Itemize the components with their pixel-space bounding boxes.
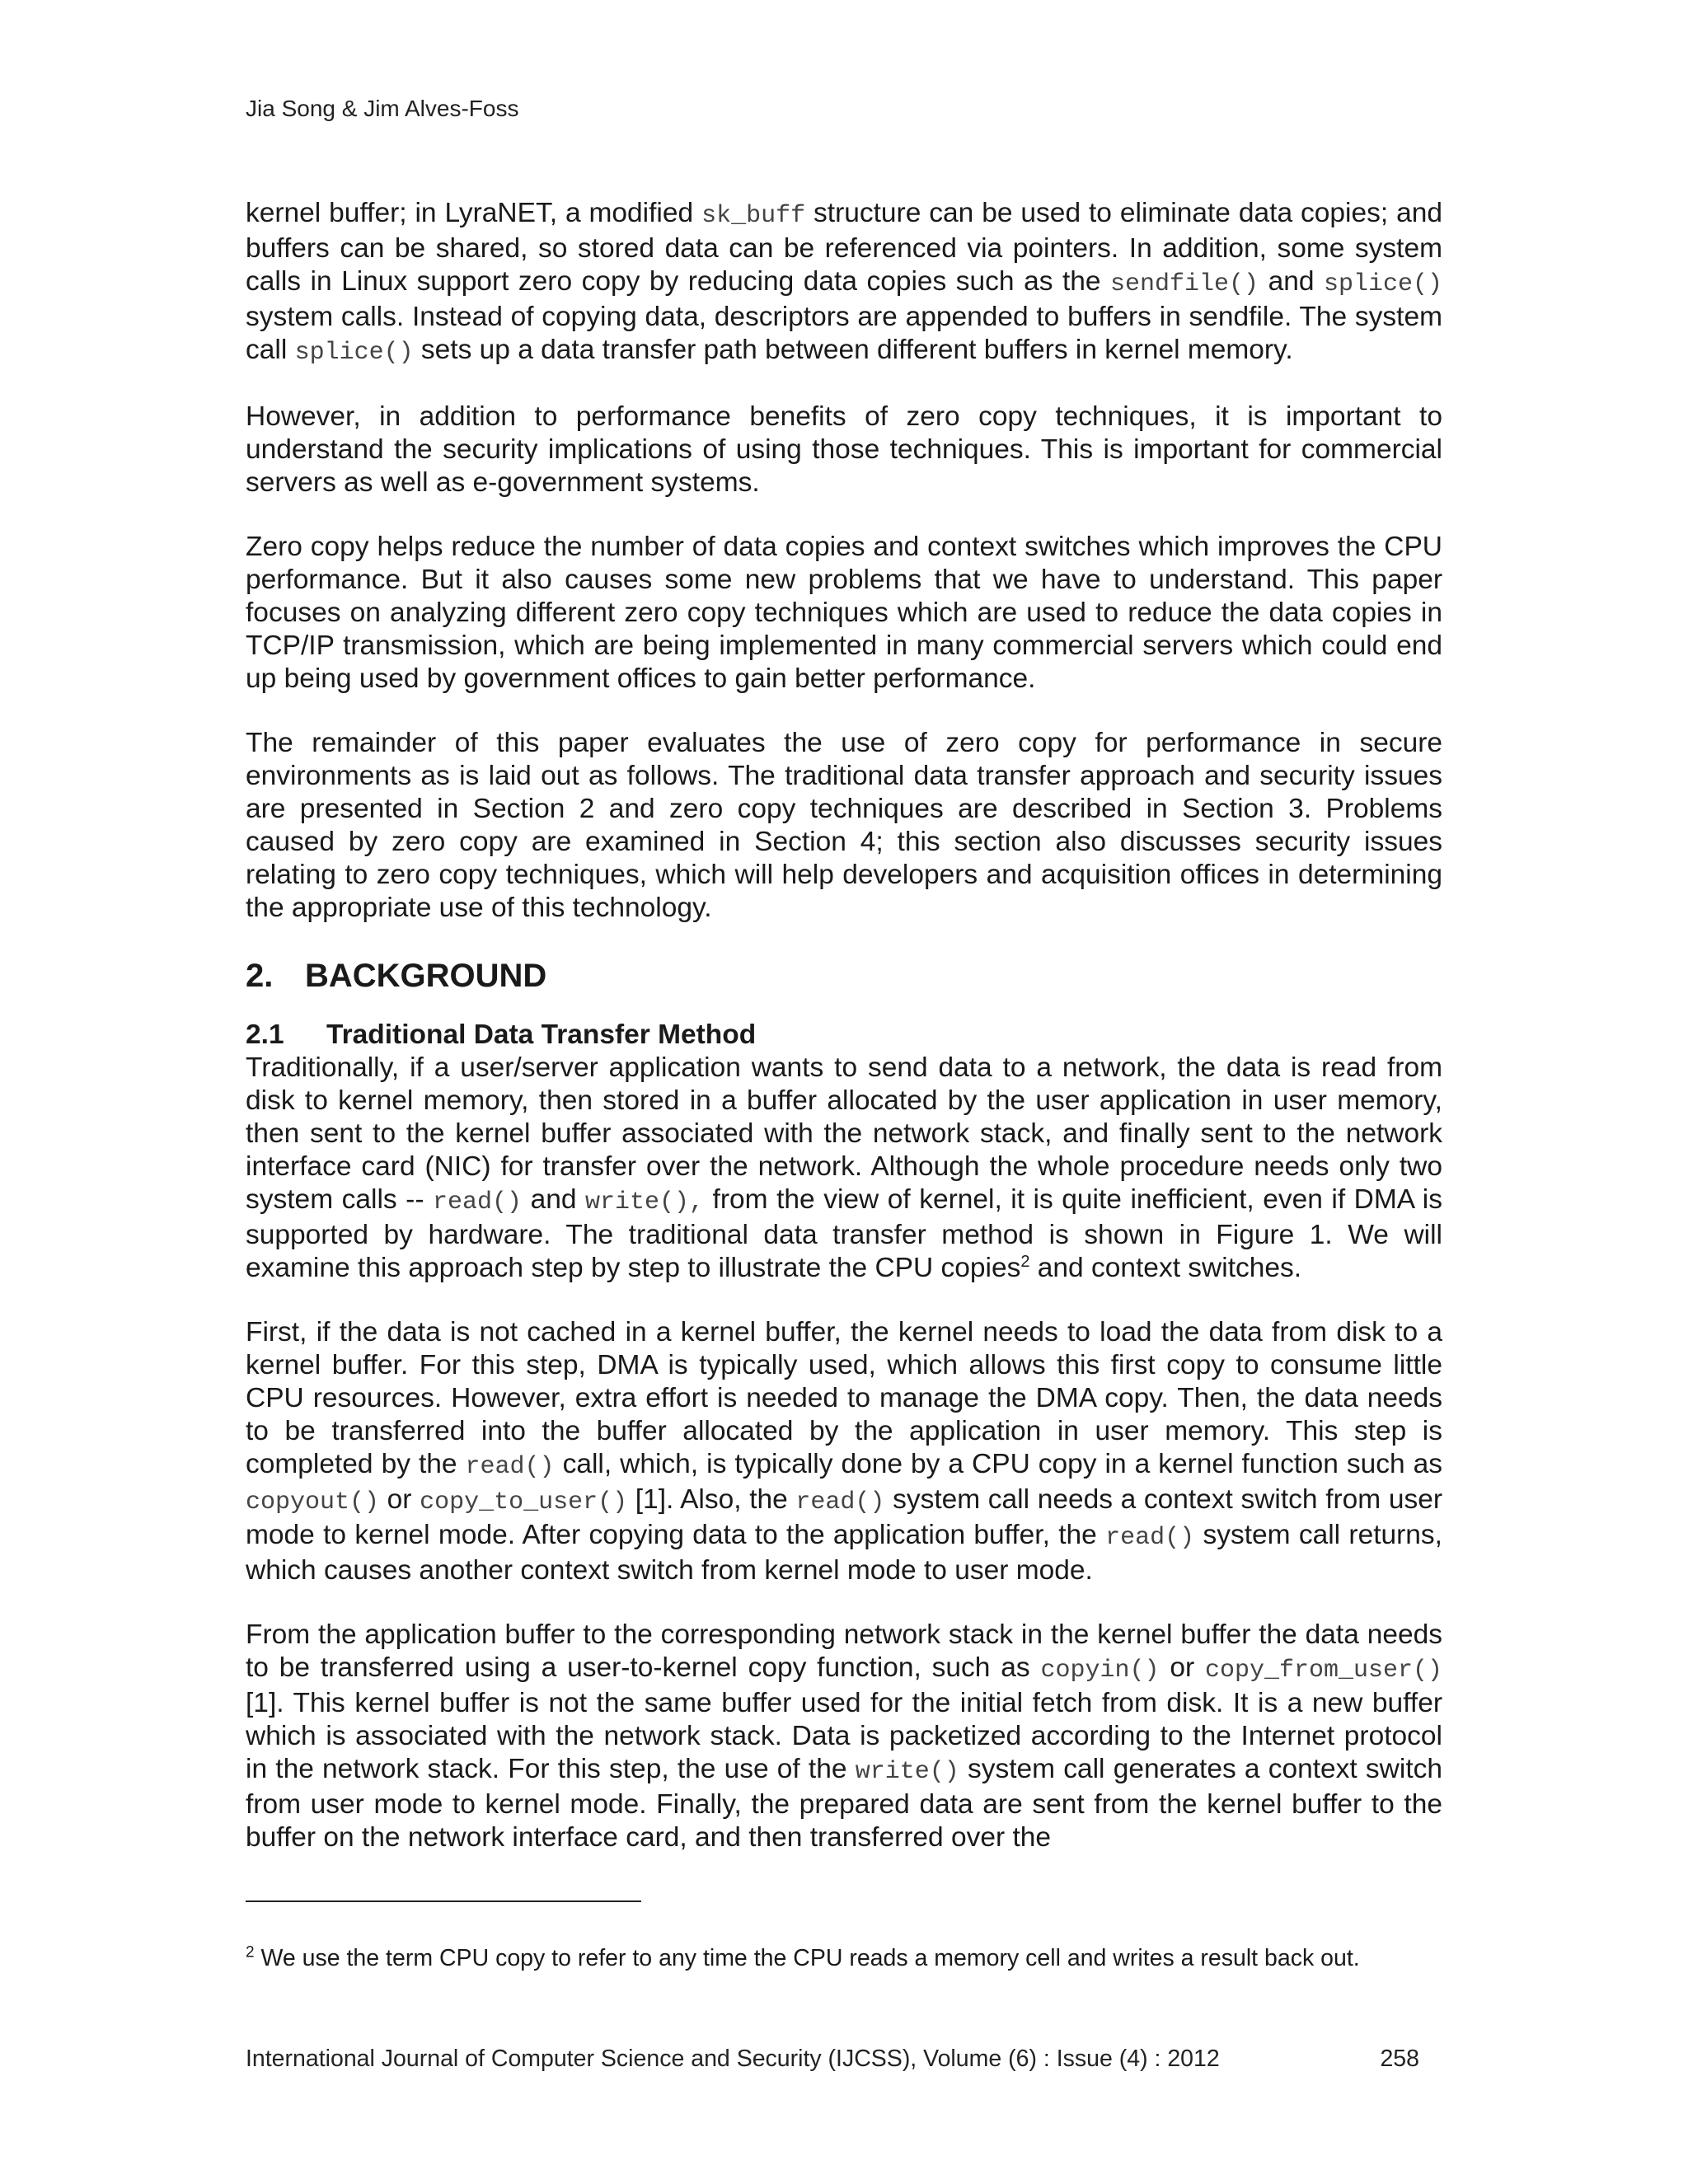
section-heading bbox=[246, 956, 1442, 996]
code-write: write(), bbox=[585, 1188, 705, 1216]
code-sk-buff: sk_buff bbox=[701, 202, 806, 230]
code-copyout: copyout() bbox=[246, 1488, 380, 1516]
journal-citation: International Journal of Computer Science and Security (IJCSS), Volume (6) : Issue (4) : 2012 bbox=[246, 2046, 1220, 2072]
text: and context switches. bbox=[1029, 1253, 1302, 1283]
paragraph-7 bbox=[246, 1619, 1442, 1854]
code-read: read() bbox=[465, 1453, 555, 1481]
subsection-heading bbox=[246, 1019, 1442, 1052]
text: system calls. Instead of copying data, descriptors are appended to buffers in sendfile. The system call bbox=[246, 302, 1442, 365]
code-sendfile: sendfile() bbox=[1110, 270, 1259, 298]
text: sets up a data transfer path between different buffers in kernel memory. bbox=[413, 335, 1293, 365]
page-body bbox=[246, 197, 1442, 1886]
footnote-divider bbox=[246, 1900, 641, 1902]
code-read: read() bbox=[795, 1488, 885, 1516]
paragraph-4: The remainder of this paper evaluates the use of zero copy for performance in secure environments as is laid out as follows. The traditional data transfer approach and security issues are presented in Section 2 and zero copy techniques are described in Section 3. Problems caused by zero copy are examined in Section 4; this section also discusses security issues relating to zero copy techniques, which will help developers and acquisition offices in determining the appropriate use of this technology. bbox=[246, 728, 1442, 923]
text: kernel buffer; in LyraNET, a modified bbox=[246, 198, 702, 228]
text: structure can be used to eliminate data copies; and buffers can be shared, so stored data can be referenced via pointers. In addition, some system calls in Linux support zero copy by reducing data copies such as the bbox=[246, 198, 1442, 297]
code-read: read() bbox=[433, 1188, 523, 1216]
page-number: 258 bbox=[1380, 2046, 1419, 2072]
code-read: read() bbox=[1105, 1524, 1195, 1552]
running-header: Jia Song & Jim Alves-Foss bbox=[246, 96, 519, 121]
paragraph-2: However, in addition to performance benefits of zero copy techniques, it is important to understand the security implications of using those techniques. This is important for commercial servers as well as e-government systems. bbox=[246, 401, 1442, 498]
text: [1]. Also, the bbox=[627, 1484, 796, 1515]
code-splice: splice() bbox=[1323, 270, 1442, 298]
text: system call needs a context switch from user mode to kernel mode. After copying data to the application buffer, the bbox=[246, 1484, 1442, 1550]
section-number: 2. bbox=[246, 958, 274, 994]
text: From the application buffer to the corresponding network stack in the kernel buffer the data needs to be transferred using a user-to-kernel copy function, such as bbox=[246, 1619, 1442, 1683]
section-title: BACKGROUND bbox=[305, 958, 547, 994]
text: and bbox=[522, 1184, 585, 1215]
paragraph-5 bbox=[246, 1052, 1442, 1285]
text: First, if the data is not cached in a kernel buffer, the kernel needs to load the data from disk to a kernel buffer. For this step, DMA is typically used, which allows this first copy to consume little CPU resources. However, extra effort is needed to manage the DMA copy. Then, the data needs to be transferred into the buffer allocated by the application in user memory. This step is completed by the bbox=[246, 1317, 1442, 1479]
footnote-number: 2 bbox=[246, 1943, 255, 1961]
code-copyin: copyin() bbox=[1040, 1657, 1160, 1685]
text: or bbox=[1159, 1652, 1205, 1683]
paragraph-1 bbox=[246, 197, 1442, 369]
text: system call generates a context switch from user mode to kernel mode. Finally, the prepared data are sent from the kernel buffer to the buffer on the network interface card, and then transferred over the bbox=[246, 1754, 1443, 1853]
text: call, which, is typically done by a CPU copy in a kernel function such as bbox=[554, 1449, 1443, 1479]
paragraph-6 bbox=[246, 1316, 1442, 1587]
subsection-title: Traditional Data Transfer Method bbox=[326, 1019, 757, 1050]
text: or bbox=[379, 1484, 420, 1515]
footnote-text: We use the term CPU copy to refer to any time the CPU reads a memory cell and writes a result back out. bbox=[254, 1945, 1360, 1971]
subsection-number: 2.1 bbox=[246, 1019, 284, 1050]
text: system call returns, which causes another context switch from kernel mode to user mode. bbox=[246, 1520, 1442, 1586]
text: [1]. This kernel buffer is not the same buffer used for the initial fetch from disk. It is a new buffer which is associated with the network stack. Data is packetized according to the Internet protocol in the network stack. For this step, the use of the bbox=[246, 1688, 1442, 1784]
text: Traditionally, if a user/server application wants to send data to a network, the data is read from disk to kernel memory, then stored in a buffer allocated by the user application in user memory, then sent to the kernel buffer associated with the network stack, and finally sent to the network interface card (NIC) for transfer over the network. Although the whole procedure needs only two system calls -- bbox=[246, 1052, 1442, 1215]
code-copy-from-user: copy_from_user() bbox=[1204, 1657, 1443, 1685]
code-copy-to-user: copy_to_user() bbox=[420, 1488, 628, 1516]
paragraph-3: Zero copy helps reduce the number of data copies and context switches which improves the CPU performance. But it also causes some new problems that we have to understand. This paper focuses on analyzing different zero copy techniques which are used to reduce the data copies in TCP/IP transmission, which are being implemented in many commercial servers which could end up being used by government offices to gain better performance. bbox=[246, 532, 1442, 694]
text: from the view of kernel, it is quite inefficient, even if DMA is supported by hardware. The traditional data transfer method is shown in Figure 1. We will examine this approach step by step to illustrate the CPU copies bbox=[246, 1184, 1442, 1283]
running-footer bbox=[246, 2046, 1442, 2073]
code-splice: splice() bbox=[294, 339, 414, 367]
code-write: write() bbox=[855, 1758, 959, 1786]
footnote-marker: 2 bbox=[1020, 1252, 1030, 1271]
text: and bbox=[1259, 266, 1324, 297]
footnote bbox=[246, 1943, 1442, 1973]
